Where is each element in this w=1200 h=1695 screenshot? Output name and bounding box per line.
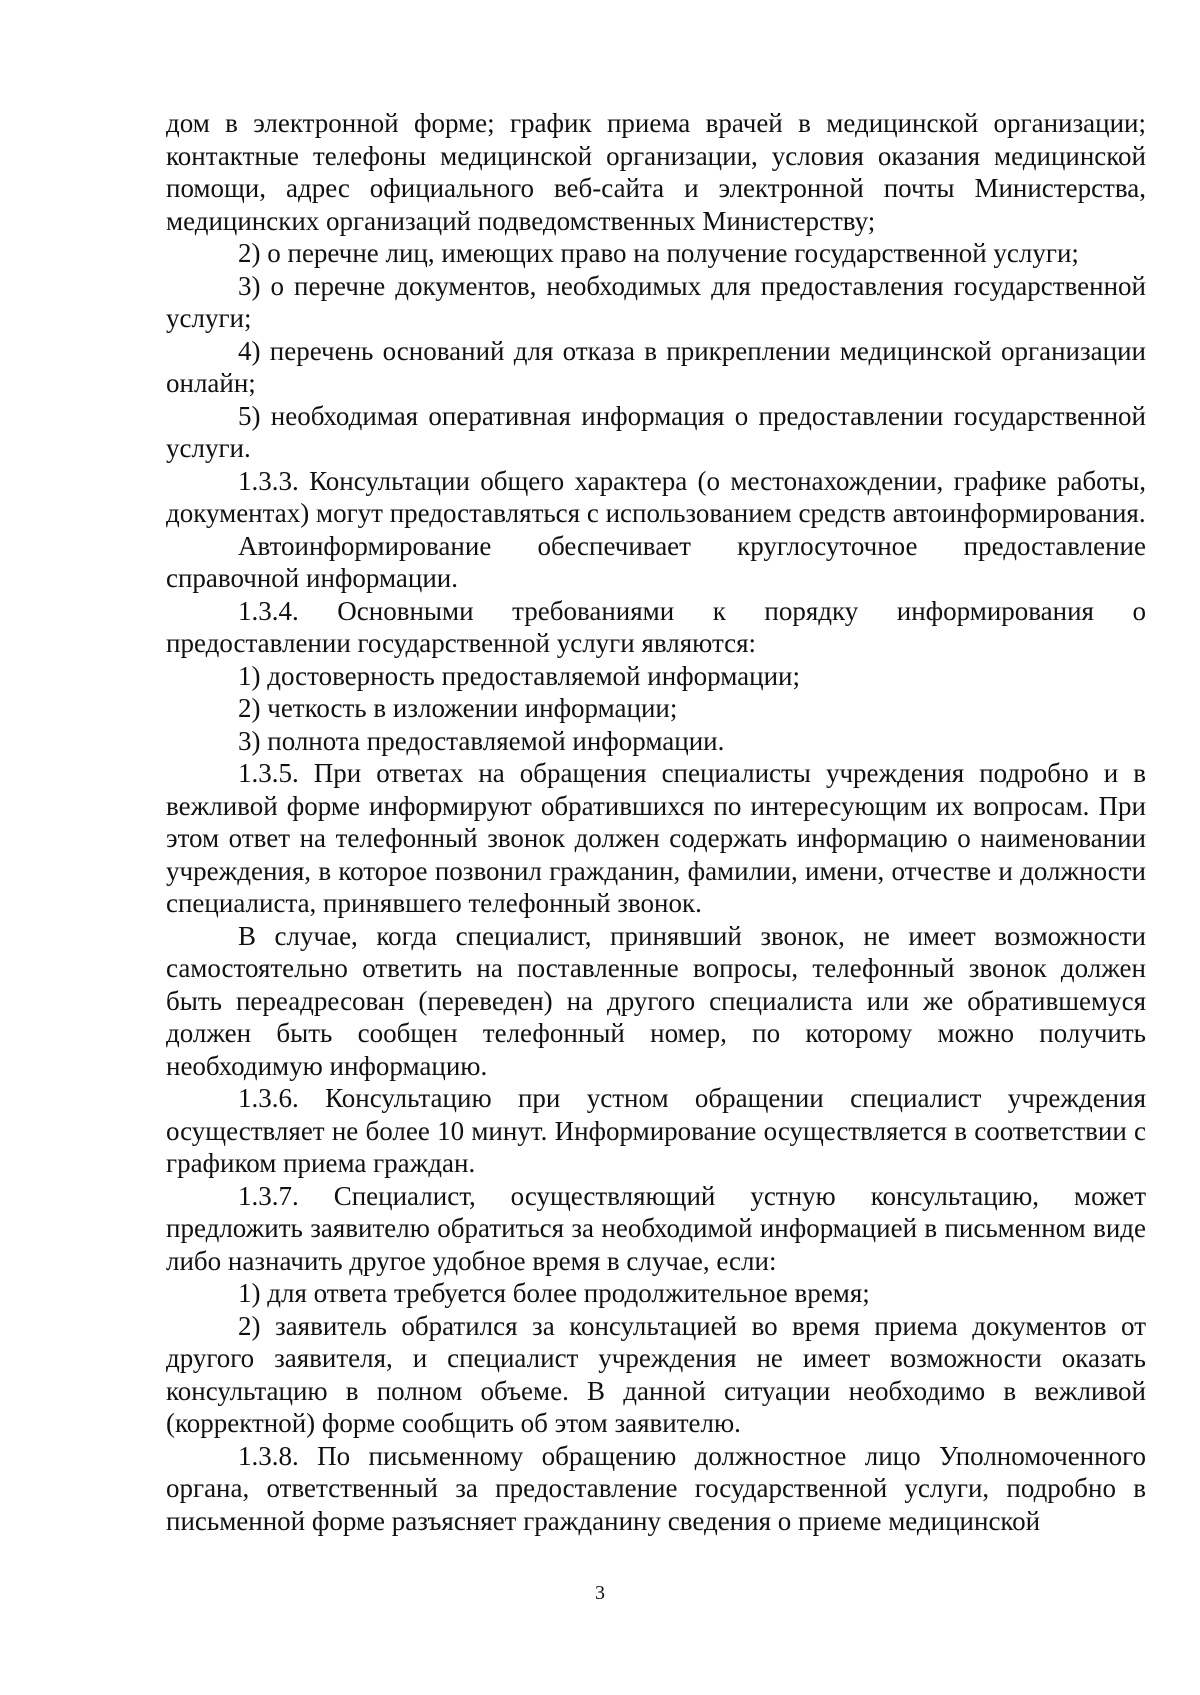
paragraph-case-1: 1) для ответа требуется более продолжительное время; — [238, 1278, 870, 1308]
document-body — [166, 107, 1146, 1537]
page-number: 3 — [595, 1582, 605, 1604]
paragraph-list-item-4: 4) перечень оснований для отказа в прикреплении медицинской организации онлайн; — [166, 335, 1146, 398]
paragraph-requirement-1: 1) достоверность предоставляемой информации; — [238, 660, 800, 691]
paragraph-requirement-2: 2) четкость в изложении информации; — [238, 693, 678, 723]
paragraph-autoinforming: Автоинформирование обеспечивает круглосуточное предоставление справочной информации. — [166, 530, 1146, 593]
paragraph-1-3-7: 1.3.7. Специалист, осуществляющий устную консультацию, может предложить заявителю обратиться за необходимой информацией в письменном виде либо назначить другое удобное время в случае, если: — [166, 1180, 1146, 1276]
paragraph-requirement-3: 3) полнота предоставляемой информации. — [238, 725, 725, 756]
paragraph-continuation: дом в электронной форме; график приема врачей в медицинской организации; контактные телефоны медицинской организации, условия оказания медицинской помощи, адрес официального веб-сайта и электронной почты Министерства, медицинских организаций подведомственных Министерству; — [166, 108, 1146, 236]
paragraph-call-redirect: В случае, когда специалист, принявший звонок, не имеет возможности самостоятельно ответить на поставленные вопросы, телефонный звонок должен быть переадресован (переведен) на другого специалиста или же обратившемуся должен быть сообщен телефонный номер, по которому можно получить необходимую информацию. — [166, 920, 1146, 1081]
paragraph-list-item-3: 3) о перечне документов, необходимых для предоставления государственной услуги; — [166, 270, 1146, 333]
paragraph-1-3-8: 1.3.8. По письменному обращению должностное лицо Уполномоченного органа, ответственный за предоставление государственной услуги, подробно в письменной форме разъясняет гражданину сведения о приеме медицинской — [166, 1440, 1146, 1536]
paragraph-list-item-2: 2) о перечне лиц, имеющих право на получение государственной услуги; — [238, 238, 1079, 268]
paragraph-1-3-4: 1.3.4. Основными требованиями к порядку информирования о предоставлении государственной услуги являются: — [166, 595, 1146, 658]
paragraph-1-3-3: 1.3.3. Консультации общего характера (о местонахождении, графике работы, документах) могут предоставляться с использованием средств автоинформирования. — [166, 465, 1146, 528]
paragraph-list-item-5: 5) необходимая оперативная информация о предоставлении государственной услуги. — [166, 400, 1146, 463]
paragraph-1-3-6: 1.3.6. Консультацию при устном обращении специалист учреждения осуществляет не более 10 минут. Информирование осуществляется в соответствии с графиком приема граждан. — [166, 1083, 1146, 1178]
paragraph-1-3-5: 1.3.5. При ответах на обращения специалисты учреждения подробно и в вежливой форме информируют обратившихся по интересующим их вопросам. При этом ответ на телефонный звонок должен содержать информацию о наименовании учреждения, в которое позвонил гражданин, фамилии, имени, отчестве и должности специалиста, принявшего телефонный звонок. — [166, 758, 1146, 918]
paragraph-case-2: 2) заявитель обратился за консультацией во время приема документов от другого заявителя, и специалист учреждения не имеет возможности оказать консультацию в полном объеме. В данной ситуации необходимо в вежливой (корректной) форме сообщить об этом заявителю. — [166, 1310, 1146, 1438]
